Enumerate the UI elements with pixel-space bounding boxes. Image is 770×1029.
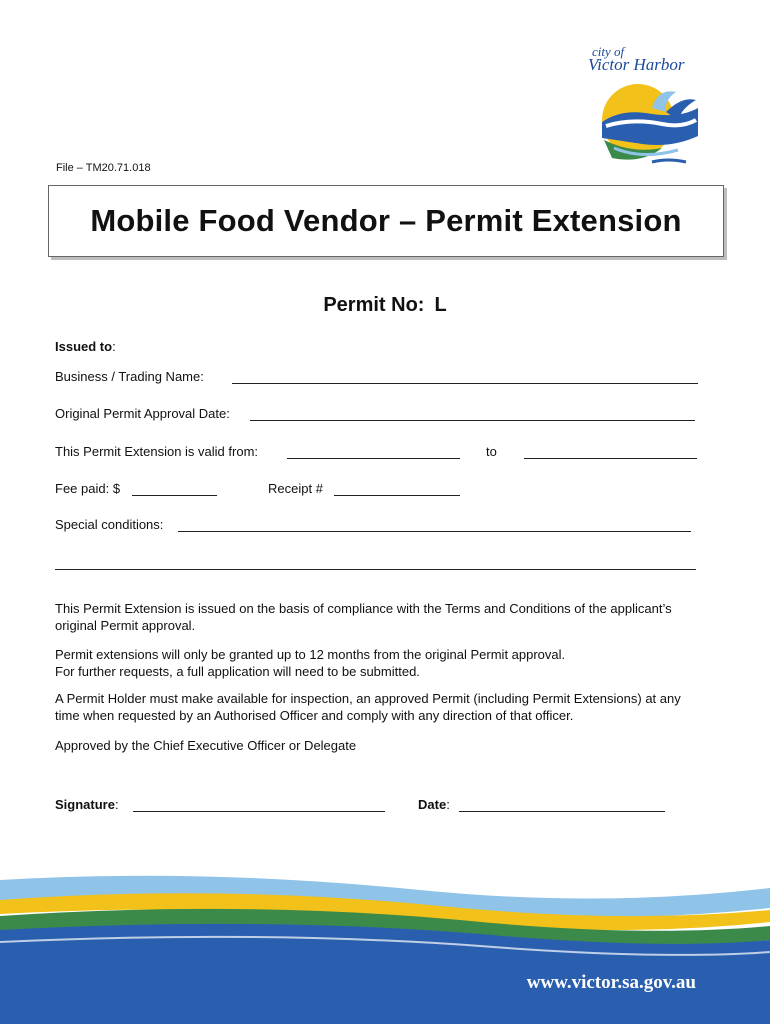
permit-number	[0, 294, 770, 317]
fee-paid-label: Fee paid: $	[55, 481, 121, 496]
date-colon: :	[446, 797, 450, 812]
extension-limit-text: Permit extensions will only be granted up to 12 months from the original Permit approval.	[55, 647, 566, 662]
business-name-label: Business / Trading Name:	[55, 369, 204, 384]
issued-to-label: Issued to	[55, 339, 113, 354]
inspection-paragraph	[55, 690, 705, 724]
compliance-paragraph	[55, 600, 705, 634]
signature-colon: :	[114, 797, 119, 812]
fee-paid-field[interactable]	[132, 484, 217, 496]
valid-from-label: This Permit Extension is valid from:	[55, 444, 259, 459]
special-conditions-field-line2[interactable]	[55, 558, 696, 570]
special-conditions-field[interactable]	[178, 520, 691, 532]
title-box	[48, 185, 724, 257]
council-logo	[582, 44, 712, 172]
permit-number-value: L	[434, 294, 447, 316]
issued-to-colon: :	[112, 339, 116, 354]
wave-graphic-icon	[0, 860, 770, 1024]
signature-label: Signature	[55, 797, 115, 812]
date-label-group	[418, 797, 450, 812]
approval-date-label: Original Permit Approval Date:	[55, 406, 230, 421]
valid-from-row	[55, 444, 258, 459]
valid-from-field[interactable]	[287, 447, 460, 459]
date-field[interactable]	[459, 800, 665, 812]
whale-tail-icon	[592, 78, 704, 170]
valid-to-field[interactable]	[524, 447, 697, 459]
extension-paragraph	[55, 646, 705, 680]
special-conditions-label: Special conditions:	[55, 517, 164, 532]
to-label: to	[486, 444, 497, 459]
receipt-label: Receipt #	[268, 481, 323, 496]
business-name-field[interactable]	[232, 372, 698, 384]
website-link[interactable]: www.victor.sa.gov.au	[526, 972, 696, 993]
further-requests-text: For further requests, a full application will need to be submitted.	[55, 664, 420, 679]
permit-number-label: Permit No:	[323, 294, 425, 316]
compliance-text: This Permit Extension is issued on the basis of compliance with the Terms and Conditions of the applicant’s original Permit approval.	[55, 601, 672, 633]
logo-city-text: city of	[592, 44, 625, 59]
business-name-row	[55, 369, 204, 384]
file-reference: File – TM20.71.018	[56, 162, 151, 174]
approval-date-field[interactable]	[250, 409, 695, 421]
signature-label-group	[55, 797, 119, 812]
issued-to-heading	[55, 339, 116, 354]
signature-field[interactable]	[133, 800, 385, 812]
approval-date-row	[55, 406, 230, 421]
approved-by-text: Approved by the Chief Executive Officer or Delegate	[55, 738, 357, 753]
inspection-text: A Permit Holder must make available for inspection, an approved Permit (including Permit Extensions) at any time when requested by an Authorised Officer and comply with any direction of that officer.	[55, 691, 681, 723]
date-label: Date	[418, 797, 447, 812]
page-title: Mobile Food Vendor – Permit Extension	[90, 203, 682, 238]
approval-paragraph	[55, 737, 705, 754]
receipt-field[interactable]	[334, 484, 460, 496]
footer-banner	[0, 860, 770, 1024]
logo-name-text: Victor Harbor	[588, 55, 685, 74]
